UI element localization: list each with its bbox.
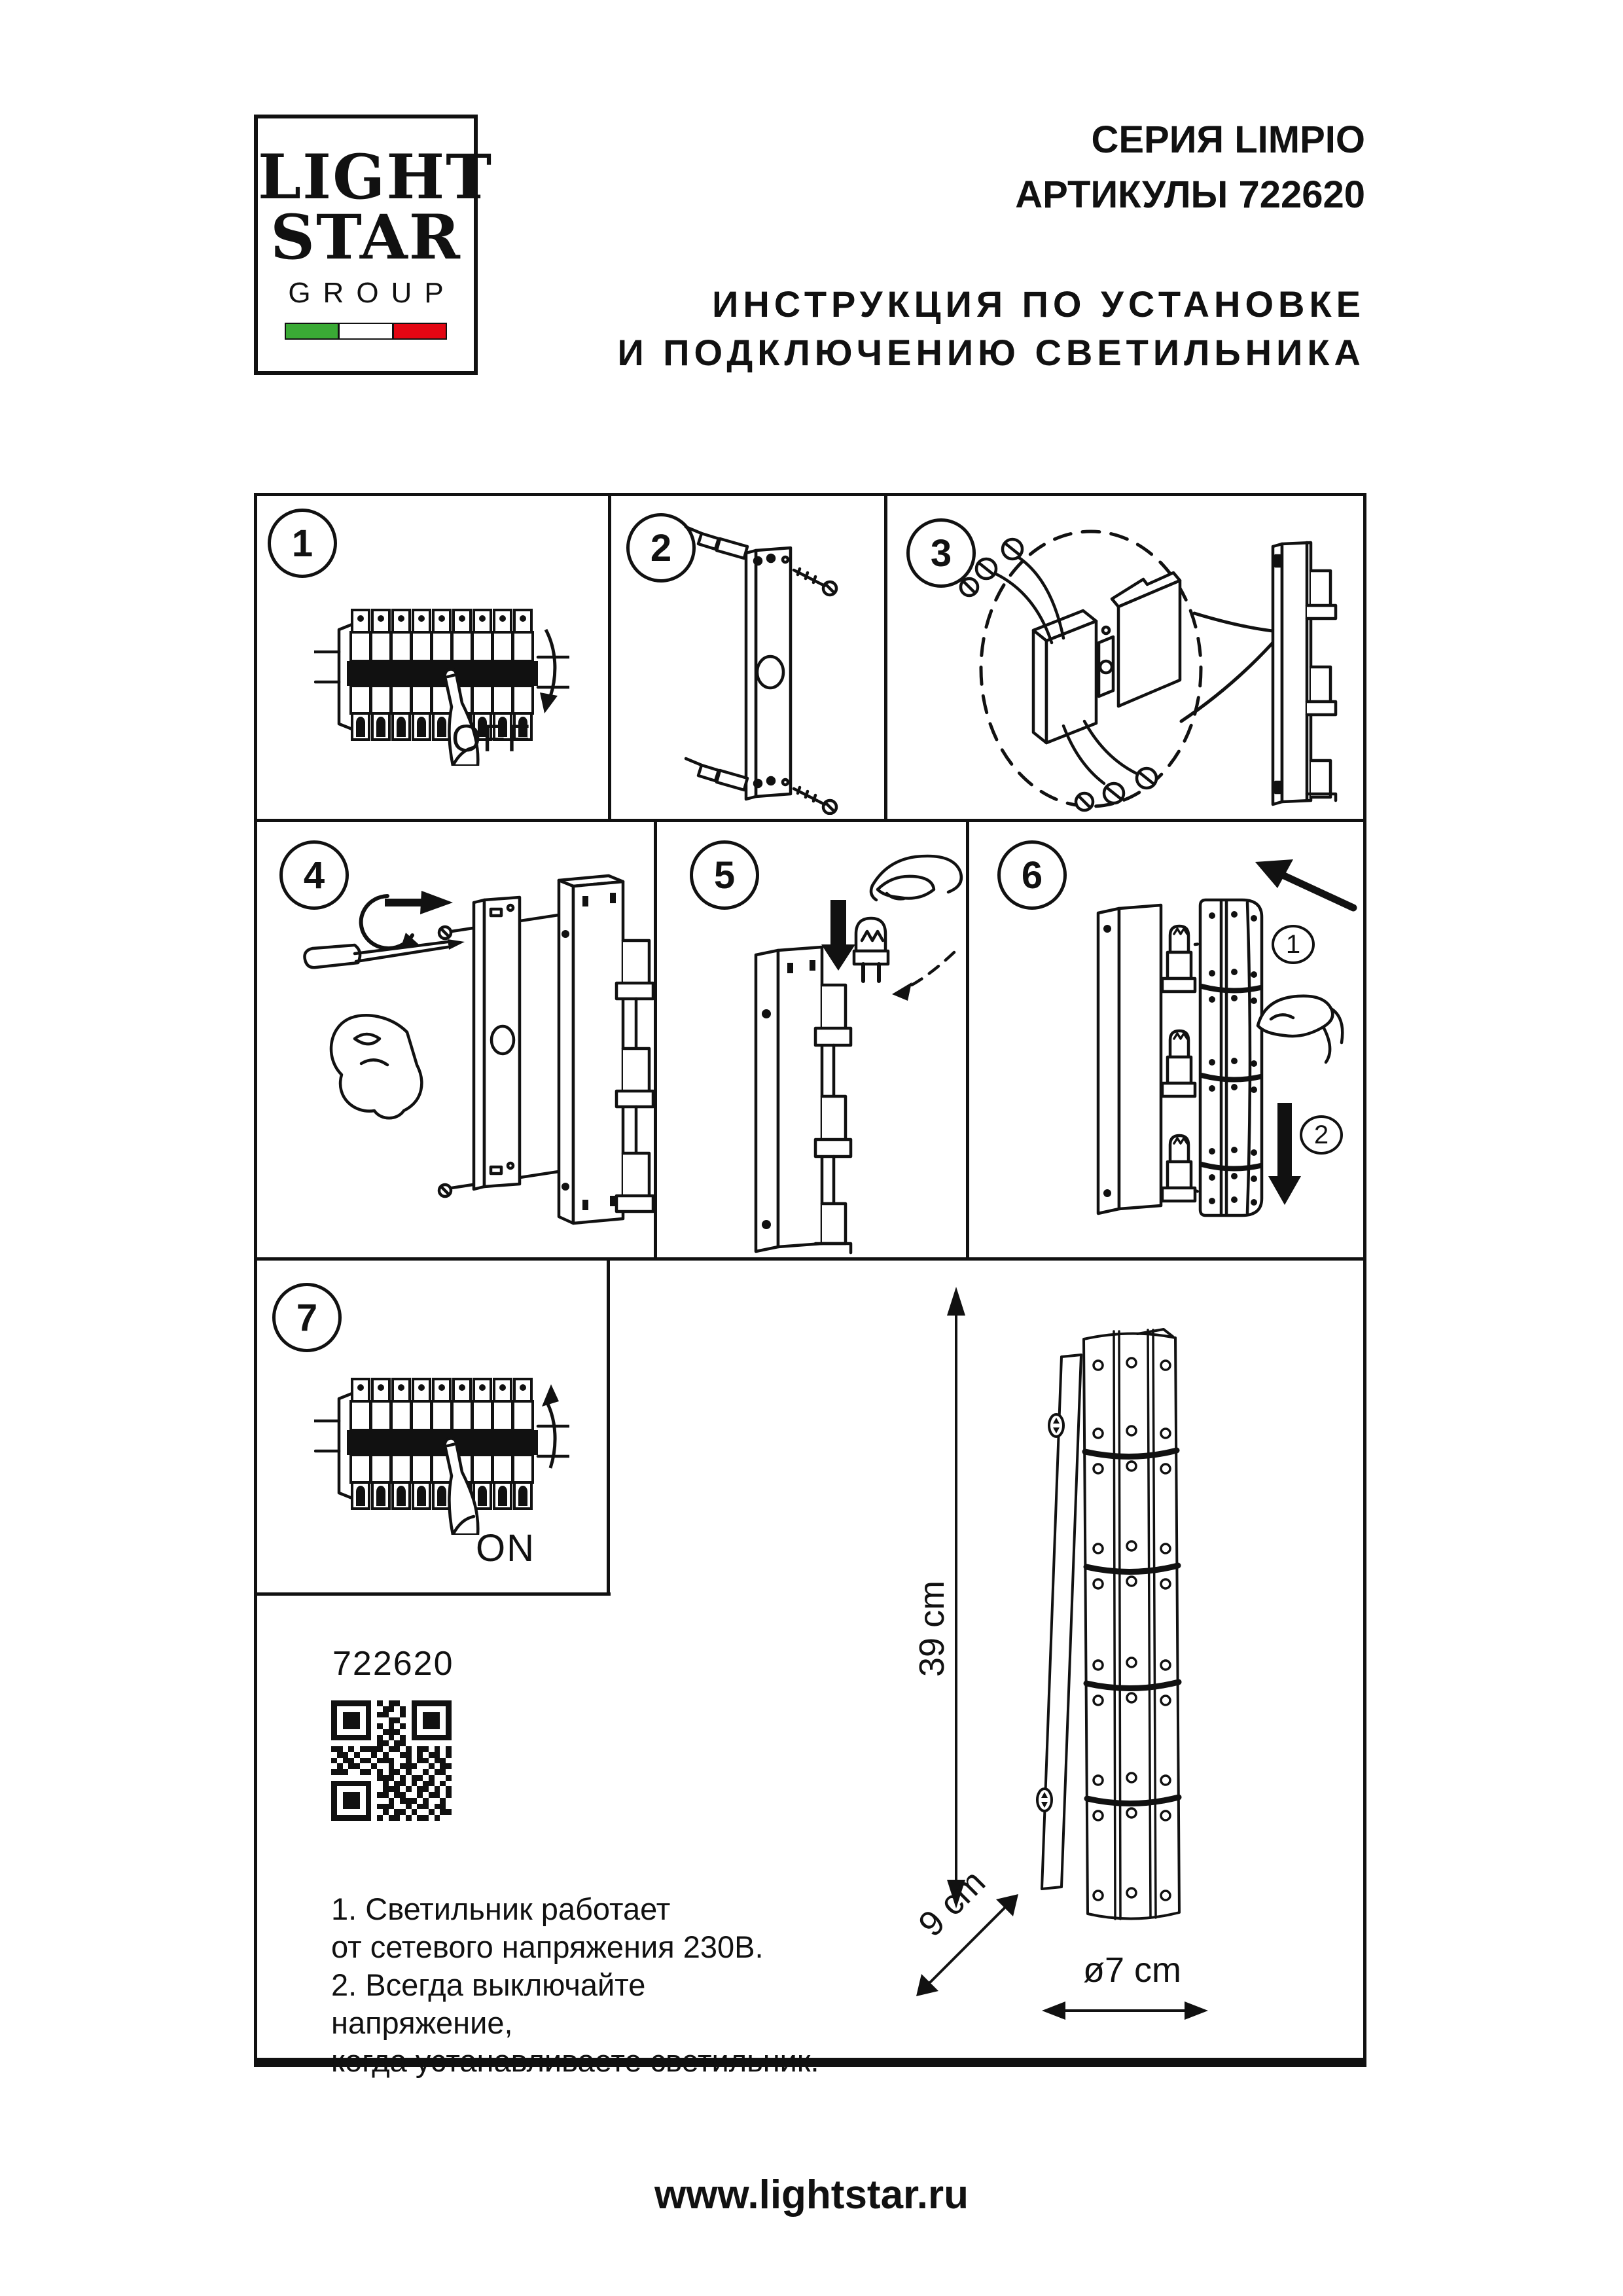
step-1-badge bbox=[268, 509, 337, 578]
substep-2-badge bbox=[1300, 1115, 1343, 1155]
grid-divider-panel7-right bbox=[607, 1257, 610, 1596]
website-url: www.lightstar.ru bbox=[654, 2172, 969, 2217]
insert-bulb-illustration bbox=[656, 823, 967, 1259]
flag-red bbox=[394, 324, 446, 338]
step-6-number: 6 bbox=[1021, 853, 1043, 897]
depth-dimension-label: 9 cm bbox=[911, 1862, 993, 1945]
diameter-dimension-label: ø7 cm bbox=[1082, 1950, 1182, 1990]
step-7-number: 7 bbox=[296, 1296, 318, 1339]
step-5-number: 5 bbox=[713, 853, 736, 897]
arrow-down-icon bbox=[540, 630, 558, 713]
instruction-title-line1: ИНСТРУКЦИЯ ПО УСТАНОВКЕ bbox=[712, 283, 1365, 325]
grid-divider-panel7-bottom bbox=[254, 1592, 611, 1596]
substep-1-badge bbox=[1272, 925, 1315, 964]
note-line: от сетевого напряжения 230В. bbox=[331, 1929, 764, 1964]
note-line: когда устанавливаете светильник. bbox=[331, 2043, 819, 2078]
note-line: 2. Всегда выключайте напряжение, bbox=[331, 1967, 646, 2040]
flag-green bbox=[286, 324, 338, 338]
on-label: ON bbox=[476, 1527, 535, 1570]
series-title: СЕРИЯ LIMPIO bbox=[1091, 118, 1365, 161]
article-number: 722620 bbox=[332, 1645, 454, 1683]
article-title: АРТИКУЛЫ 722620 bbox=[1015, 173, 1365, 216]
step-2-number: 2 bbox=[650, 526, 672, 569]
logo-word-light: LIGHT bbox=[258, 141, 493, 213]
height-dimension-label: 39 cm bbox=[912, 1580, 952, 1677]
mounting-plate-illustration bbox=[622, 501, 880, 815]
grid-divider-col1-row1 bbox=[608, 493, 611, 822]
qr-code bbox=[331, 1700, 452, 1821]
substep-2-number: 2 bbox=[1313, 1120, 1329, 1149]
lightstar-logo bbox=[254, 115, 493, 375]
safety-notes bbox=[331, 1890, 829, 2080]
logo-word-star: STAR bbox=[270, 202, 461, 274]
step-3-number: 3 bbox=[930, 531, 952, 575]
instruction-title-line2: И ПОДКЛЮЧЕНИЮ СВЕТИЛЬНИКА bbox=[617, 332, 1365, 373]
italian-flag-icon bbox=[285, 323, 447, 340]
note-line: 1. Светильник работает bbox=[331, 1892, 671, 1926]
off-label: OFF bbox=[452, 717, 531, 760]
slide-cover-illustration bbox=[970, 823, 1364, 1259]
dimension-drawing bbox=[870, 1276, 1365, 2068]
breaker-on-illustration bbox=[314, 1338, 569, 1535]
logo-word-group: GROUP bbox=[288, 277, 456, 310]
step-1-number: 1 bbox=[291, 522, 313, 565]
flag-white bbox=[338, 324, 393, 338]
substep-1-number: 1 bbox=[1285, 929, 1301, 959]
step-4-number: 4 bbox=[303, 853, 325, 897]
wiring-detail-illustration bbox=[888, 495, 1364, 820]
grid-divider-col2-row1 bbox=[884, 493, 887, 822]
screwdriver-fixing-illustration bbox=[257, 823, 655, 1259]
